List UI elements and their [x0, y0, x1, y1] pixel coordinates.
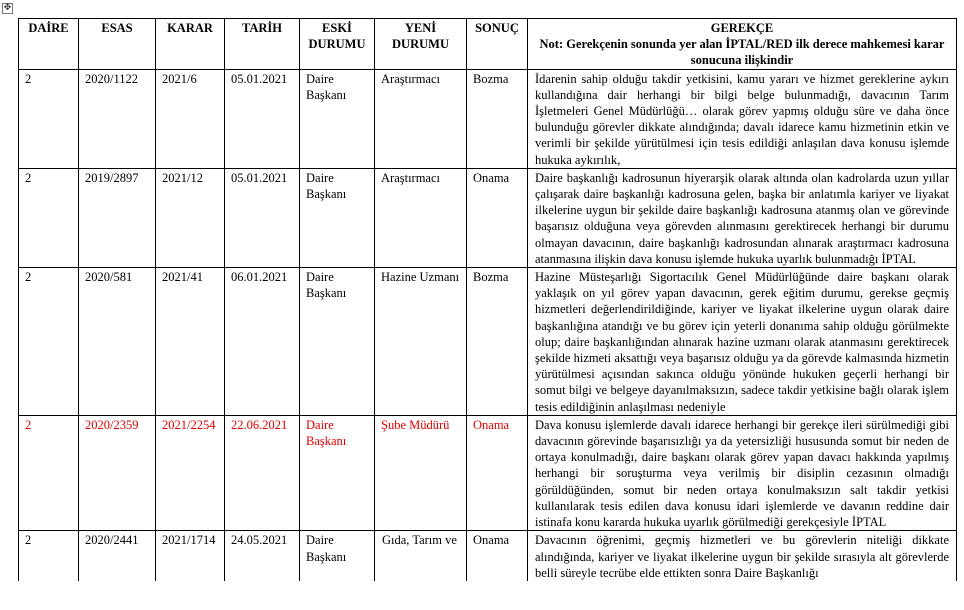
cell-daire[interactable]: 2: [19, 168, 79, 267]
cell-sonuc[interactable]: Bozma: [467, 69, 528, 168]
cell-yeni-durumu[interactable]: Araştırmacı: [375, 69, 467, 168]
cell-gerekce[interactable]: İdarenin sahip olduğu takdir yetkisini, kamu yararı ve hizmet gereklerine aykırı kullandığına dair herhangi bir bilgi belge bulunmadığı, davacının Tarım İşletmeleri Genel Müdürlüğü… olarak görev yapmış olduğu süre ve daha önce bulunduğu görevler dikkate alındığında; davalı idarece kamu hizmetinin etkin ve verimli bir şekilde yürütülmesi için tesis edildiği anlaşılan dava konusu işlemde hukuka aykırılık,: [528, 69, 957, 168]
header-gerekce-note: Not: Gerekçenin sonunda yer alan İPTAL/RED ilk derece mahkemesi karar sonucuna ilişkindir: [539, 37, 945, 68]
table-row: [19, 69, 957, 168]
cell-eski-durumu[interactable]: Daire Başkanı: [300, 69, 375, 168]
table-row: [19, 268, 957, 416]
table-row: [19, 531, 957, 581]
header-yeni-durumu: YENİ DURUMU: [375, 19, 467, 70]
decisions-table: [18, 18, 957, 581]
cell-karar[interactable]: 2021/6: [156, 69, 225, 168]
cell-tarih[interactable]: 22.06.2021: [225, 415, 300, 530]
cell-tarih[interactable]: 05.01.2021: [225, 69, 300, 168]
cell-karar[interactable]: 2021/1714: [156, 531, 225, 581]
header-row: [19, 19, 957, 70]
header-karar: KARAR: [156, 19, 225, 70]
cell-daire[interactable]: 2: [19, 531, 79, 581]
header-gerekce-title: GEREKÇE: [710, 21, 774, 35]
cell-eski-durumu[interactable]: Daire Başkanı: [300, 531, 375, 581]
header-gerekce: [528, 19, 957, 70]
table-move-handle-icon[interactable]: ✥: [3, 3, 12, 13]
header-daire: DAİRE: [19, 19, 79, 70]
cell-esas[interactable]: 2020/2359: [79, 415, 156, 530]
cell-esas[interactable]: 2020/1122: [79, 69, 156, 168]
cell-sonuc[interactable]: Onama: [467, 415, 528, 530]
table-row: [19, 168, 957, 267]
cell-daire[interactable]: 2: [19, 415, 79, 530]
table-row-highlighted: [19, 415, 957, 530]
cell-tarih[interactable]: 06.01.2021: [225, 268, 300, 416]
cell-karar[interactable]: 2021/41: [156, 268, 225, 416]
cell-yeni-durumu[interactable]: Hazine Uzmanı: [375, 268, 467, 416]
cell-daire[interactable]: 2: [19, 69, 79, 168]
header-eski-durumu: ESKİ DURUMU: [300, 19, 375, 70]
cell-gerekce[interactable]: Dava konusu işlemlerde davalı idarece herhangi bir gerekçe ileri sürülmediği gibi davacının görevinde başarısızlığı ya da yetersizliği hususunda somut bir neden de ortaya konulmadığı, daire başkanı olarak görev yapan davacı hakkında yapılmış herhangi bir soruşturma veya verilmiş bir disiplin cezasının olmadığı görüldüğünden, somut bir neden ortaya konulmaksızın salt takdir yetkisi kullanılarak tesis edilen dava konusu idari işlemlerde ve davanın reddine dair istinafa konu kararda hukuka uyarlık görülmediği gerekçesiyle İPTAL: [528, 415, 957, 530]
cell-sonuc[interactable]: Bozma: [467, 268, 528, 416]
cell-yeni-durumu[interactable]: Araştırmacı: [375, 168, 467, 267]
header-sonuc: SONUÇ: [467, 19, 528, 70]
cell-esas[interactable]: 2019/2897: [79, 168, 156, 267]
cell-karar[interactable]: 2021/12: [156, 168, 225, 267]
cell-gerekce[interactable]: Davacının öğrenimi, geçmiş hizmetleri ve bu görevlerin niteliği dikkate alındığında, kariyer ve liyakat ilkelerine uygun bir şekilde sırasıyla alt görevlerde belli süreyle tecrübe elde ettikten sonra Daire Başkanlığı: [528, 531, 957, 581]
cell-yeni-durumu[interactable]: Şube Müdürü: [375, 415, 467, 530]
cell-tarih[interactable]: 05.01.2021: [225, 168, 300, 267]
header-tarih: TARİH: [225, 19, 300, 70]
cell-gerekce[interactable]: Hazine Müsteşarlığı Sigortacılık Genel Müdürlüğünde daire başkanı olarak yaklaşık on yıl görev yapan davacının, gerek eğitim durumu, gerekse geçmiş hizmetleri değerlendirildiğinde, kariyer ve liyakat ilkelerine uygun olarak daire başkanlığına atandığı ve bu görev için yeterli donanıma sahip olduğu görülmekte olup; daire başkanlığından alınarak hazine uzmanı olarak atanmasını gerektirecek şekilde hizmeti aksattığı veya başarısız olduğu ya da görevde kalmasında hizmetin yürütülmesi açısından sakınca olduğu yönünde hukuken geçerli herhangi bir somut bilgi ve belgeye dayanılmaksızın, sadece takdir yetkisine bağlı olarak işlem tesis edildiğinin anlaşılması nedeniyle: [528, 268, 957, 416]
cell-sonuc[interactable]: Onama: [467, 531, 528, 581]
cell-gerekce[interactable]: Daire başkanlığı kadrosunun hiyerarşik olarak altında olan kadrolarda uzun yıllar çalışarak daire başkanlığı kadrosuna gelen, başka bir anlatımla kariyer ve liyakat ilkelerine uygun bir şekilde daire başkanlığı kadrosuna atanmış olan ve görevinde başarısız olduğuna veya görevden alınmasını gerektirecek herhangi bir durumu olmayan davacının, daire başkanlığı kadrosundan alınarak araştırmacı kadrosuna atanmasına ilişkin dava konusu işlemde hukuka uyarlık bulunmadığı İPTAL: [528, 168, 957, 267]
cell-yeni-durumu[interactable]: Gıda, Tarım ve: [375, 531, 467, 581]
cell-eski-durumu[interactable]: Daire Başkanı: [300, 168, 375, 267]
cell-tarih[interactable]: 24.05.2021: [225, 531, 300, 581]
header-esas: ESAS: [79, 19, 156, 70]
cell-karar[interactable]: 2021/2254: [156, 415, 225, 530]
cell-esas[interactable]: 2020/2441: [79, 531, 156, 581]
cell-esas[interactable]: 2020/581: [79, 268, 156, 416]
cell-sonuc[interactable]: Onama: [467, 168, 528, 267]
cell-daire[interactable]: 2: [19, 268, 79, 416]
cell-eski-durumu[interactable]: Daire Başkanı: [300, 268, 375, 416]
cell-eski-durumu[interactable]: Daire Başkanı: [300, 415, 375, 530]
